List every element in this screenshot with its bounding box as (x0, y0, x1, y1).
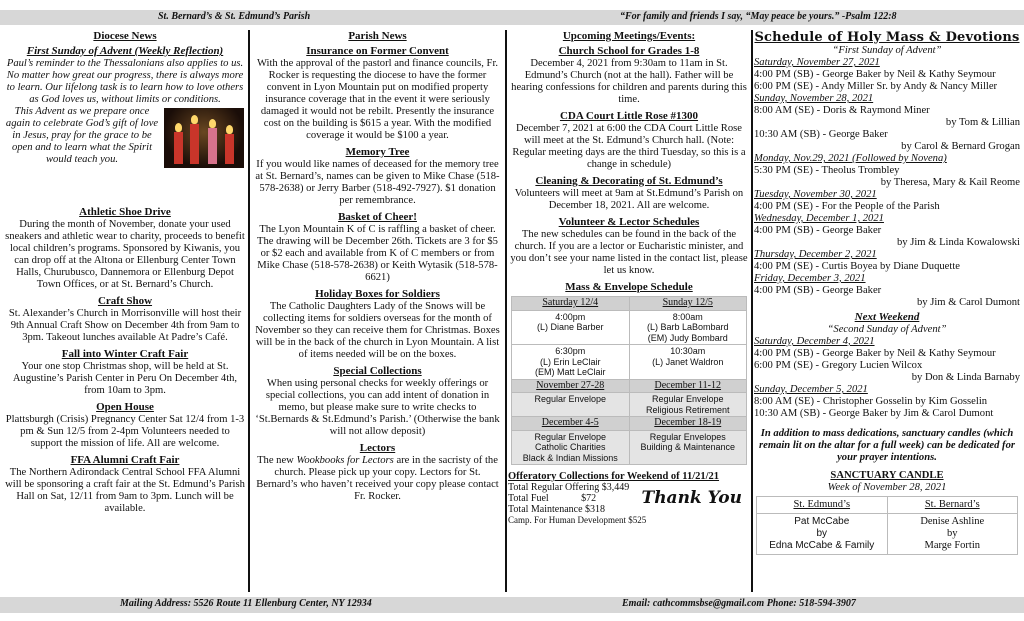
mass-entry: 4:00 PM (SE) - Curtis Boyea by Diane Duquette (754, 261, 960, 272)
section-title: Special Collections (333, 365, 422, 377)
volunteer-text: The new schedules can be found in the back of the church. If you are a lector or Eucharistic minister, and you don’t see your name listed in the contact list, please let us know. (510, 229, 748, 276)
table-header: Saturday 12/4 (512, 297, 630, 311)
offeratory-line: Total Fuel $72 (508, 493, 597, 504)
table-cell: Pat McCabe by Edna McCabe & Family (757, 514, 888, 555)
section-title: Open House (96, 401, 154, 413)
offeratory-block (508, 471, 750, 526)
mass-schedule-subtitle: “First Sunday of Advent” (832, 45, 942, 56)
section-title: Church School for Grades 1-8 (558, 45, 700, 57)
thank-you-script: Thank You (641, 488, 742, 508)
section-title: FFA Alumni Craft Fair (70, 454, 180, 466)
sanctuary-candle-title: SANCTUARY CANDLE (830, 470, 944, 481)
table-cell: 6:30pm (L) Erin LeClair (EM) Matt LeClair (512, 345, 630, 380)
open-house-text: Plattsburgh (Crisis) Pregnancy Center Sat 12/4 from 1-3 pm & Sun 12/5 from 2-4pm Volunteers needed to support the mission of life. All are welcome. (5, 414, 245, 449)
mass-entry: 4:00 PM (SE) - For the People of the Parish (754, 201, 940, 212)
diocese-news-column (4, 30, 246, 592)
table-cell: 4:00pm (L) Diane Barber (512, 310, 630, 345)
footer-bar (0, 597, 1024, 613)
parish-name: St. Bernard’s & St. Edmund’s Parish (158, 11, 311, 22)
next-weekend-subtitle: “Second Sunday of Advent” (827, 324, 947, 335)
lectors-text: The new Wookbooks for Lectors are in the sacristy of the church. Please pick up your copy. Lectors for St. Bernard’s who haven’t received your copy please contact Fr. Rocker. (256, 455, 499, 502)
mass-entry: 4:00 PM (SB) - George Baker by Neil & Kathy Seymour (754, 69, 996, 80)
offeratory-line: Total Regular Offering $3,449 (508, 482, 630, 493)
mass-entry: 10:30 AM (SB) - George Baker (754, 129, 888, 140)
church-school-text: December 4, 2021 from 9:30am to 11am in St. Edmund’s Church (not at the hall). Father will be hearing confessions for children and parents during this time. (511, 58, 747, 105)
next-weekend-title: Next Weekend (854, 311, 920, 323)
holiday-boxes-text: The Catholic Daughters Lady of the Snows will be collecting items for soldiers overseas for the month of November so they can receive them for Christmas. Boxes will be in the back of the church in Lyon Mountain. A list of items needed will be on the boxes. (255, 301, 500, 360)
mass-entry: 4:00 PM (SB) - George Baker by Neil & Kathy Seymour (754, 348, 996, 359)
sanctuary-candle-table (756, 496, 1018, 555)
table-header: Sunday 12/5 (629, 297, 747, 311)
shoe-drive-text: During the month of November, donate your used sneakers and athletic wear to charity, proceeds to benefit local children’s programs. Sponsored by Kiwanis, you can drop off at the Altona or Ellenburg Center Town Halls, Churubusco, Dannemora or Ellenburg Depot Town Offices, or at St. Bernard’s Church. (5, 219, 245, 290)
header-bar (0, 10, 1024, 25)
section-title: Lectors (359, 442, 396, 454)
section-title: Mass & Envelope Schedule (565, 281, 693, 293)
table-header: December 11-12 (629, 379, 747, 393)
table-header: November 27-28 (512, 379, 630, 393)
basket-text: The Lyon Mountain K of C is raffling a basket of cheer. The drawing will be December 26th. Tickets are 3 for $5 or $2 each and available from K of C members or from Mike Chase (518-578-2638) or Keith Wytasik (518-578-6621) (257, 224, 498, 283)
mailing-address: Mailing Address: 5526 Route 11 Ellenburg Center, NY 12934 (120, 598, 372, 609)
advent-block (4, 106, 246, 202)
mass-day: Monday, Nov.29, 2021 (Followed by Novena) (754, 153, 947, 164)
table-cell: 8:00am (L) Barb LaBombard (EM) Judy Bombard (629, 310, 747, 345)
mass-list (754, 57, 1020, 309)
offeratory-line: Camp. For Human Development $525 (508, 515, 647, 525)
mass-envelope-table (511, 296, 747, 465)
mass-schedule-column (754, 30, 1020, 592)
section-title: Volunteer & Lector Schedules (558, 216, 700, 228)
candle-note: In addition to mass dedications, sanctuary candles (which remain lit on the altar for a full week) can be dedicated for your prayer intentions. (759, 428, 1015, 463)
mass-entry: 6:00 PM (SE) - Andy Miller Sr. by Andy & Nancy Miller (754, 81, 998, 92)
mass-day: Tuesday, November 30, 2021 (754, 189, 877, 200)
table-header: St. Edmund’s (757, 497, 888, 514)
mass-day: Wednesday, December 1, 2021 (754, 213, 884, 224)
mass-dedication: by Tom & Lillian (945, 117, 1020, 128)
table-cell: Regular Envelope Religious Retirement (629, 393, 747, 417)
mass-dedication: by Jim & Carol Dumont (917, 297, 1020, 308)
table-cell: Regular Envelope (512, 393, 630, 417)
ffa-fair-text: The Northern Adirondack Central School FFA Alumni will be sponsoring a craft fair at the St. Edmund’s Parish Hall on Sat, 12/11 from 9am to 3pm. Lunch will be available. (5, 467, 245, 514)
advent-reflection-title: First Sunday of Advent (Weekly Reflection) (26, 45, 224, 57)
section-title: Fall into Winter Craft Fair (61, 348, 189, 360)
advent-prayer-text: This Advent as we prepare once again to celebrate God’s gift of love in Jesus, pray for the grace to be open and to learn what the Spirit would teach you. (5, 106, 159, 165)
mass-day: Saturday, November 27, 2021 (754, 57, 880, 68)
memory-tree-text: If you would like names of deceased for the memory tree at St. Bernard’s, names can be given to Mike Chase (518-578-2638) or Jerry Barber (518-492-7927). $1 donation per remembrance. (255, 159, 500, 206)
offeratory-title: Offeratory Collections for Weekend of 11/21/21 (508, 471, 720, 482)
cda-text: December 7, 2021 at 6:00 the CDA Court Little Rose will meet at the St. Edmund’s Church hall. (Note: Regular meeting days are the third Tuesday, so this is a change in schedule) (512, 123, 746, 170)
column-divider (248, 30, 250, 592)
section-title: Craft Show (97, 295, 153, 307)
table-cell: Denise Ashline by Marge Fortin (887, 514, 1018, 555)
mass-entry: 10:30 AM (SB) - George Baker by Jim & Carol Dumont (754, 408, 994, 419)
mass-entry: 6:00 PM (SE) - Gregory Lucien Wilcox (754, 360, 923, 371)
offeratory-line: Total Maintenance $318 (508, 504, 606, 515)
table-cell: 10:30am (L) Janet Waldron (629, 345, 747, 380)
section-title: Insurance on Former Convent (306, 45, 449, 57)
events-column (508, 30, 750, 592)
section-title: Basket of Cheer! (338, 211, 417, 223)
column-divider (505, 30, 507, 592)
mass-dedication: by Theresa, Mary & Kail Reome (880, 177, 1020, 188)
insurance-text: With the approval of the pastorl and finance councils, Fr. Rocker is requesting the diocese to have the former convent in Lyon Mountain put on modified property insurance coverage that in the event it were seriously damaged it would not be rebilt. Presently the insurance cost on the building is $615 a year. With the modified coverage it would be $100 a year. (256, 58, 499, 141)
advent-candles-image (164, 108, 244, 168)
contact-info: Email: cathcommsbse@gmail.com Phone: 518-594-3907 (622, 598, 856, 609)
header-quote: “For family and friends I say, “May peace be yours.” -Psalm 122:8 (620, 11, 897, 22)
section-title: Athletic Shoe Drive (79, 206, 171, 218)
parish-news-column (253, 30, 502, 592)
advent-reflection-text: Paul’s reminder to the Thessalonians also applies to us. No matter how great our progress, there is always more to learn. Our lifelong task is to learn how to love others as God loves us, without limits or conditions. (6, 58, 244, 105)
table-header: St. Bernard’s (887, 497, 1018, 514)
mass-entry: 8:00 AM (SE) - Christopher Gosselin by Kim Gosselin (754, 396, 988, 407)
table-header: December 4-5 (512, 417, 630, 431)
section-title: Parish News (348, 30, 407, 42)
mass-list (754, 336, 1020, 420)
special-collections-text: When using personal checks for weekly offerings or special collections, you can add intent of donation in memo, but please make sure to write checks to ‘St.Bernards & St.Edmund’s Parish.’ (Otherwise the bank will not allow deposit) (255, 378, 500, 437)
section-title: Diocese News (93, 30, 157, 42)
craft-show-text: St. Alexander’s Church in Morrisonville will host their 9th Annual Craft Show on December 4th from 9am to 3pm. Takeout lunches available At Padre’s Café. (8, 308, 242, 343)
table-cell: Regular Envelopes Building & Maintenance (629, 430, 747, 465)
mass-dedication: by Carol & Bernard Grogan (901, 141, 1020, 152)
mass-day: Sunday, November 28, 2021 (754, 93, 874, 104)
section-title: Holiday Boxes for Soldiers (315, 288, 440, 300)
mass-entry: 8:00 AM (SE) - Doris & Raymond Miner (754, 105, 930, 116)
mass-day: Saturday, December 4, 2021 (754, 336, 875, 347)
mass-dedication: by Jim & Linda Kowalowski (897, 237, 1020, 248)
mass-day: Thursday, December 2, 2021 (754, 249, 877, 260)
mass-day: Friday, December 3, 2021 (754, 273, 866, 284)
section-title: CDA Court Little Rose #1300 (559, 110, 699, 122)
sanctuary-candle-week: Week of November 28, 2021 (827, 482, 947, 493)
section-title: Upcoming Meetings/Events: (562, 30, 696, 42)
mass-day: Sunday, December 5, 2021 (754, 384, 868, 395)
table-header: December 18-19 (629, 417, 747, 431)
mass-entry: 4:00 PM (SB) - George Baker (754, 285, 882, 296)
section-title: Cleaning & Decorating of St. Edmund’s (535, 175, 723, 187)
mass-dedication: by Don & Linda Barnaby (911, 372, 1020, 383)
table-cell: Regular Envelope Catholic Charities Black & Indian Missions (512, 430, 630, 465)
mass-schedule-title: Schedule of Holy Mass & Devotions (754, 30, 1020, 45)
section-title: Memory Tree (345, 146, 410, 158)
column-divider (751, 30, 753, 592)
mass-entry: 4:00 PM (SB) - George Baker (754, 225, 882, 236)
mass-entry: 5:30 PM (SE) - Theolus Trombley (754, 165, 900, 176)
cleaning-text: Volunteers will meet at 9am at St.Edmund’s Parish on December 18, 2021. All are welcome. (514, 188, 744, 211)
craft-fair-text: Your one stop Christmas shop, will be held at St. Augustine’s Parish Center in Peru On December 4th, from 10am to 3pm. (12, 361, 238, 396)
